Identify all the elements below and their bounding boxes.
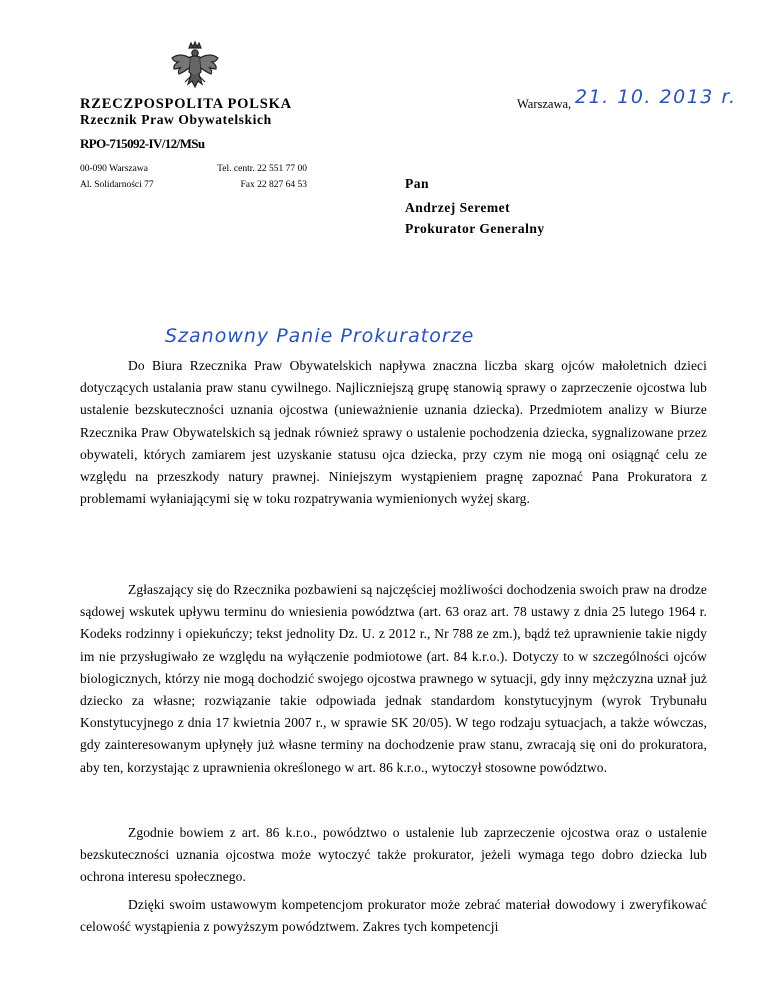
address-street: Al. Solidarności 77 [80, 180, 154, 190]
address-city: 00-090 Warszawa [80, 164, 148, 174]
phone-number: Tel. centr. 22 551 77 00 [217, 164, 307, 174]
paragraph-2: Zgłaszający się do Rzecznika pozbawieni są najczęściej możliwości dochodzenia swoich praw na drodze sądowej wskutek upływu terminu do wniesienia powództwa (art. 63 oraz art. 78 ustawy z dnia 25 lutego 1964 r. Kodeks rodzinny i opiekuńczy; tekst jednolity Dz. U. z 2012 r., Nr 788 ze zm.), bądź też uprawnienie takie nigdy im nie przysługiwało ze względu na wyłączenie podmiotowe (art. 84 k.r.o.). Dotyczy to w szczególności ojców biologicznych, którzy nie mogą dochodzić swojego ojcostwa prawnego w sytuacji, gdy inny mężczyzna uznał już dziecko za własne; rozwiązanie takie odpowiada jednak standardom konstytucyjnym (wyrok Trybunału Konstytucyjnego z dnia 17 kwietnia 2007 r., w sprawie SK 20/05). W tego rodzaju sytuacjach, a także wówczas, gdy zainteresowanym upłynęły już własne terminy na dochodzenie praw stanu, zwracają się oni do prokuratora, aby ten, korzystając z uprawnienia określonego w art. 86 k.r.o., wytoczył stosowne powództwo. [80, 582, 707, 775]
handwritten-salutation: Szanowny Panie Prokuratorze [165, 325, 475, 347]
organization-name: RZECZPOSPOLITA POLSKA [80, 96, 292, 112]
paragraph-1: Do Biura Rzecznika Praw Obywatelskich napływa znaczna liczba skarg ojców małoletnich dzieci dotyczących ustalania praw stanu cywilnego. Najliczniejszą grupę stanowią sprawy o zaprzeczenie ojcostwa lub ustalenie bezskuteczności uznania ojcostwa (unieważnienie uznania dziecka). Przedmiotem analizy w Biurze Rzecznika Praw Obywatelskich są jednak również sprawy o ustalenie pochodzenia dziecka, sygnalizowane przez obywateli, których zamiarem jest uzyskanie statusu ojca dziecka, przy czym nie mogą oni osiągnąć celu ze względu na przeszkody natury prawnej. Niniejszym wystąpieniem pragnę zapoznać Pana Prokuratora z problemami wyłaniającymi się w toku rozpatrywania wymienionych wyżej skarg. [80, 358, 707, 507]
fax-number: Fax 22 827 64 53 [240, 180, 307, 190]
addressee-title: Pan [405, 176, 430, 191]
date-place: Warszawa, [517, 97, 572, 111]
addressee-name: Andrzej Seremet [405, 200, 511, 215]
handwritten-date: 21. 10. 2013 r. [575, 86, 737, 108]
reference-number: RPO-715092-IV/12/MSu [80, 136, 205, 151]
addressee-position: Prokurator Generalny [405, 221, 545, 236]
eagle-emblem-icon [168, 40, 222, 96]
paragraph-4: Dzięki swoim ustawowym kompetencjom prokurator może zebrać materiał dowodowy i zweryfikować celowość wystąpienia z powyższym powództwem. Zakres tych kompetencji [80, 897, 707, 935]
organization-subtitle: Rzecznik Praw Obywatelskich [80, 112, 272, 127]
paragraph-3: Zgodnie bowiem z art. 86 k.r.o., powództwo o ustalenie lub zaprzeczenie ojcostwa oraz o ustalenie bezskuteczności uznania ojcostwa może wytoczyć także prokurator, jeżeli wymaga tego dobro dziecka lub ochrona interesu społecznego. [80, 825, 707, 885]
